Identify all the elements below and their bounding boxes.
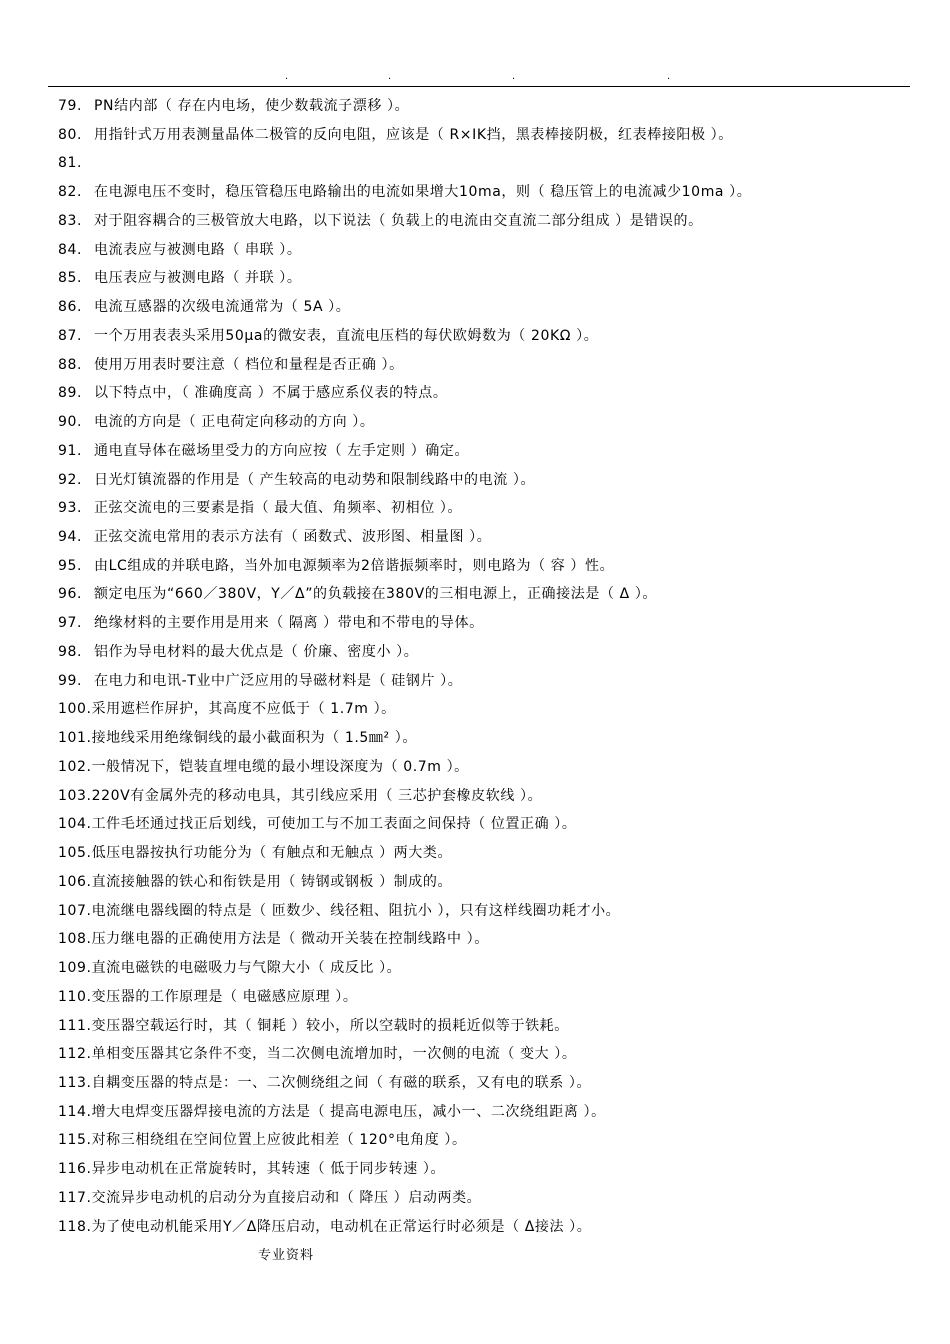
list-item bbox=[58, 868, 918, 897]
item-text: 一般情况下，铠装直埋电缆的最小埋设深度为（ 0.7m ）。 bbox=[91, 758, 469, 775]
list-item bbox=[58, 494, 918, 523]
item-number: 110. bbox=[58, 988, 92, 1005]
item-number: 92. bbox=[58, 471, 83, 488]
list-item bbox=[58, 695, 918, 724]
header-dot: . bbox=[512, 71, 516, 82]
list-item bbox=[58, 580, 918, 609]
item-text: 电流的方向是（ 正电荷定向移动的方向 ）。 bbox=[94, 414, 375, 431]
item-text: 低压电器按执行功能分为（ 有触点和无触点 ）两大类。 bbox=[91, 845, 453, 862]
item-number: 116. bbox=[58, 1161, 92, 1178]
list-item bbox=[58, 92, 918, 121]
item-text: 采用遮栏作屏护，其高度不应低于（ 1.7m ）。 bbox=[91, 701, 396, 718]
item-text: 电流互感器的次级电流通常为（ 5A ）。 bbox=[94, 299, 351, 316]
item-number: 87. bbox=[58, 327, 83, 344]
item-number: 94. bbox=[58, 529, 83, 546]
item-number: 106. bbox=[58, 873, 92, 890]
list-item bbox=[58, 1213, 918, 1242]
item-number: 97. bbox=[58, 615, 83, 632]
item-number: 84. bbox=[58, 241, 83, 258]
item-text: 为了使电动机能采用Y／Δ降压启动，电动机在正常运行时必须是（ Δ接法 ）。 bbox=[91, 1218, 592, 1235]
list-item bbox=[58, 408, 918, 437]
list-item bbox=[58, 236, 918, 265]
item-number: 99. bbox=[58, 672, 83, 689]
item-number: 90. bbox=[58, 414, 83, 431]
list-item bbox=[58, 1155, 918, 1184]
item-text: 使用万用表时要注意（ 档位和量程是否正确 ）。 bbox=[94, 356, 404, 373]
header-dot: . bbox=[388, 71, 392, 82]
item-text: 压力继电器的正确使用方法是（ 微动开关装在控制线路中 ）。 bbox=[91, 931, 489, 948]
item-number: 103. bbox=[58, 787, 92, 804]
item-number: 105. bbox=[58, 845, 92, 862]
item-number: 107. bbox=[58, 902, 92, 919]
list-item bbox=[58, 437, 918, 466]
list-item bbox=[58, 207, 918, 236]
item-text: 接地线采用绝缘铜线的最小截面积为（ 1.5㎜² ）。 bbox=[91, 730, 417, 747]
item-text: 绝缘材料的主要作用是用来（ 隔离 ）带电和不带电的导体。 bbox=[94, 615, 484, 632]
list-item bbox=[58, 839, 918, 868]
list-item bbox=[58, 293, 918, 322]
item-number: 117. bbox=[58, 1189, 92, 1206]
list-item bbox=[58, 121, 918, 150]
list-item bbox=[58, 667, 918, 696]
list-item bbox=[58, 897, 918, 926]
list-item bbox=[58, 954, 918, 983]
list-item bbox=[58, 552, 918, 581]
list-item bbox=[58, 264, 918, 293]
item-text: 220V有金属外壳的移动电具，其引线应采用（ 三芯护套橡皮软线 ）。 bbox=[91, 787, 543, 804]
item-number: 91. bbox=[58, 442, 83, 459]
item-number: 96. bbox=[58, 586, 83, 603]
item-number: 109. bbox=[58, 960, 92, 977]
item-text: 正弦交流电的三要素是指（ 最大值、角频率、初相位 ）。 bbox=[94, 500, 463, 517]
list-item bbox=[58, 1040, 918, 1069]
item-text: 对于阻容耦合的三极管放大电路，以下说法（ 负载上的电流由交直流二部分组成 ）是错误的。 bbox=[94, 212, 703, 229]
item-text: 额定电压为“660／380V，Y／Δ”的负载接在380V的三相电源上，正确接法是（ Δ ）。 bbox=[94, 586, 658, 603]
item-number: 112. bbox=[58, 1046, 92, 1063]
item-text: 由LC组成的并联电路，当外加电源频率为2倍谐振频率时，则电路为（ 容 ）性。 bbox=[94, 557, 615, 574]
item-text: 电流继电器线圈的特点是（ 匝数少、线径粗、阻抗小 ），只有这样线圈功耗才小。 bbox=[91, 902, 621, 919]
item-text: 在电力和电讯-T业中广泛应用的导磁材料是（ 硅钢片 ）。 bbox=[94, 672, 463, 689]
item-number: 85. bbox=[58, 270, 83, 287]
list-item bbox=[58, 1069, 918, 1098]
item-number: 83. bbox=[58, 212, 83, 229]
header-rule bbox=[48, 86, 910, 87]
item-text: 工件毛坯通过找正后划线，可使加工与不加工表面之间保持（ 位置正确 ）。 bbox=[91, 816, 577, 833]
item-number: 93. bbox=[58, 500, 83, 517]
item-text: 电流表应与被测电路（ 串联 ）。 bbox=[94, 241, 302, 258]
item-text: 一个万用表表头采用50μa的微安表，直流电压档的每伏欧姆数为（ 20KΩ ）。 bbox=[94, 327, 599, 344]
item-text: 以下特点中，（ 准确度高 ）不属于感应系仪表的特点。 bbox=[94, 385, 448, 402]
item-number: 86. bbox=[58, 299, 83, 316]
list-item bbox=[58, 1098, 918, 1127]
item-text: 直流接触器的铁心和衔铁是用（ 铸钢或钢板 ）制成的。 bbox=[91, 873, 453, 890]
list-item bbox=[58, 782, 918, 811]
item-text: 自耦变压器的特点是：一、二次侧绕组之间（ 有磁的联系，又有电的联系 ）。 bbox=[91, 1074, 592, 1091]
item-text: 变压器空载运行时，其（ 铜耗 ）较小，所以空载时的损耗近似等于铁耗。 bbox=[91, 1017, 569, 1034]
list-item bbox=[58, 1012, 918, 1041]
item-text: 铝作为导电材料的最大优点是（ 价廉、密度小 ）。 bbox=[94, 643, 419, 660]
page-footer: 专业资料 bbox=[258, 1248, 315, 1263]
item-text: 增大电焊变压器焊接电流的方法是（ 提高电源电压，减小一、二次绕组距离 ）。 bbox=[91, 1103, 606, 1120]
item-number: 111. bbox=[58, 1017, 92, 1034]
item-number: 81. bbox=[58, 155, 83, 172]
list-item bbox=[58, 523, 918, 552]
list-item bbox=[58, 724, 918, 753]
item-number: 80. bbox=[58, 126, 83, 143]
list-item bbox=[58, 810, 918, 839]
item-number: 104. bbox=[58, 816, 92, 833]
header-dot: . bbox=[285, 71, 289, 82]
item-text: PN结内部（ 存在内电场，使少数载流子漂移 ）。 bbox=[94, 98, 410, 114]
item-number: 115. bbox=[58, 1132, 92, 1149]
item-number: 88. bbox=[58, 356, 83, 373]
item-number: 108. bbox=[58, 931, 92, 948]
header-dot: . bbox=[667, 71, 671, 82]
list-item bbox=[58, 322, 918, 351]
item-text: 交流异步电动机的启动分为直接启动和（ 降压 ）启动两类。 bbox=[91, 1189, 482, 1206]
item-number: 98. bbox=[58, 643, 83, 660]
item-number: 113. bbox=[58, 1074, 92, 1091]
list-item bbox=[58, 925, 918, 954]
list-item bbox=[58, 351, 918, 380]
question-list bbox=[58, 92, 918, 1241]
item-number: 89. bbox=[58, 385, 83, 402]
list-item bbox=[58, 753, 918, 782]
list-item bbox=[58, 983, 918, 1012]
item-number: 102. bbox=[58, 758, 92, 775]
list-item bbox=[58, 379, 918, 408]
item-text: 对称三相绕组在空间位置上应彼此相差（ 120°电角度 ）。 bbox=[91, 1132, 467, 1149]
item-text: 通电直导体在磁场里受力的方向应按（ 左手定则 ）确定。 bbox=[94, 442, 470, 459]
list-item bbox=[58, 1184, 918, 1213]
item-number: 101. bbox=[58, 730, 92, 747]
item-text: 直流电磁铁的电磁吸力与气隙大小（ 成反比 ）。 bbox=[91, 960, 402, 977]
item-text: 单相变压器其它条件不变，当二次侧电流增加时，一次侧的电流（ 变大 ）。 bbox=[91, 1046, 577, 1063]
list-item bbox=[58, 1126, 918, 1155]
item-number: 95. bbox=[58, 557, 83, 574]
list-item bbox=[58, 178, 918, 207]
item-text: 用指针式万用表测量晶体二极管的反向电阻，应该是（ R×IK挡，黑表棒接阴极，红表棒接阳极 ）。 bbox=[94, 126, 733, 143]
list-item bbox=[58, 149, 918, 178]
list-item bbox=[58, 638, 918, 667]
item-text: 变压器的工作原理是（ 电磁感应原理 ）。 bbox=[91, 988, 358, 1005]
item-number: 100. bbox=[58, 701, 92, 718]
item-number: 82. bbox=[58, 184, 83, 201]
item-text: 电压表应与被测电路（ 并联 ）。 bbox=[94, 270, 302, 287]
item-text: 异步电动机在正常旋转时，其转速（ 低于同步转速 ）。 bbox=[91, 1161, 446, 1178]
item-text: 在电源电压不变时，稳压管稳压电路输出的电流如果增大10ma，则（ 稳压管上的电流减少10ma ）。 bbox=[94, 184, 752, 201]
item-text: 日光灯镇流器的作用是（ 产生较高的电动势和限制线路中的电流 ）。 bbox=[94, 471, 536, 488]
item-text: 正弦交流电常用的表示方法有（ 函数式、波形图、相量图 ）。 bbox=[94, 529, 492, 546]
item-number: 118. bbox=[58, 1218, 92, 1235]
item-number: 114. bbox=[58, 1103, 92, 1120]
list-item bbox=[58, 609, 918, 638]
item-number: 79. bbox=[58, 98, 83, 114]
list-item bbox=[58, 466, 918, 495]
